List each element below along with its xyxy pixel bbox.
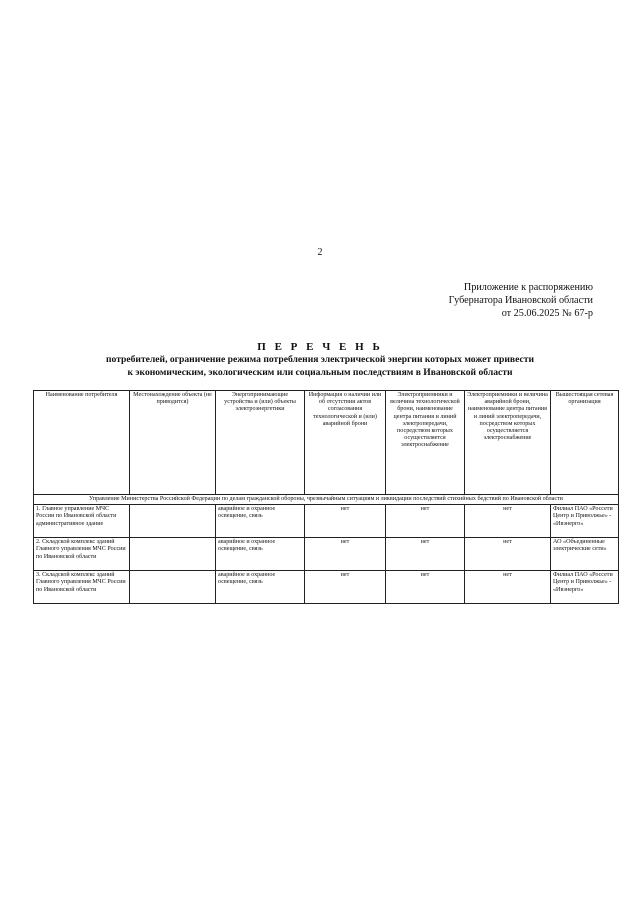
section-title: Управление Министерства Российской Федерации по делам гражданской обороны, чрезвычайным ситуациям и ликвидации последствий стихийных бедствий по Ивановской области bbox=[34, 495, 619, 505]
appendix-line-2: Губернатора Ивановской области bbox=[448, 294, 593, 306]
header-devices: Энергопринимающие устройства и (или) объекты электроэнергетики bbox=[216, 391, 305, 495]
cell-name: 3. Складской комплекс зданий Главного управления МЧС России по Ивановской области bbox=[34, 571, 130, 604]
cell-tech: нет bbox=[386, 571, 465, 604]
consumers-table bbox=[33, 390, 619, 604]
cell-location bbox=[130, 538, 216, 571]
cell-devices: аварийное и охранное освещение, связь bbox=[216, 538, 305, 571]
table-row bbox=[34, 571, 619, 604]
cell-devices: аварийное и охранное освещение, связь bbox=[216, 571, 305, 604]
cell-acts: нет bbox=[305, 571, 386, 604]
cell-location bbox=[130, 505, 216, 538]
section-row bbox=[34, 495, 619, 505]
subtitle-line-1: потребителей, ограничение режима потребления электрической энергии которых может привести bbox=[106, 354, 534, 365]
subtitle-line-2: к экономическим, экологическим или социальным последствиям в Ивановской области bbox=[127, 366, 513, 378]
table-header-row bbox=[34, 391, 619, 495]
header-tech-reserve: Электроприемники и величина технологической брони, наименование центра питания и линий электропередачи, посредством которых осуществляется электроснабжение bbox=[386, 391, 465, 495]
cell-emergency: нет bbox=[465, 571, 551, 604]
appendix-block bbox=[449, 282, 593, 320]
header-consumer-name: Наименование потребителя bbox=[34, 391, 130, 495]
appendix-line-3: от 25.06.2025 № 67-р bbox=[501, 307, 593, 319]
cell-network: АО «Объединенные электрические сети» bbox=[551, 538, 619, 571]
table-row bbox=[34, 538, 619, 571]
document-title: П Е Р Е Ч Е Н Ь bbox=[257, 341, 383, 353]
cell-tech: нет bbox=[386, 538, 465, 571]
cell-acts: нет bbox=[305, 505, 386, 538]
cell-acts: нет bbox=[305, 538, 386, 571]
header-network-org: Вышестоящая сетевая организация bbox=[551, 391, 619, 495]
page-number: 2 bbox=[317, 247, 323, 258]
header-emergency-reserve: Электроприемники и величина аварийной брони, наименование центра питания и линий электропередачи, посредством которых осуществляется электроснабжение bbox=[465, 391, 551, 495]
cell-devices: аварийное и охранное освещение, связь bbox=[216, 505, 305, 538]
cell-emergency: нет bbox=[465, 538, 551, 571]
cell-name: 1. Главное управление МЧС России по Ивановской области административное здание bbox=[34, 505, 130, 538]
table-row bbox=[34, 505, 619, 538]
header-acts: Информация о наличии или об отсутствии актов согласования технологической и (или) аварийной брони bbox=[305, 391, 386, 495]
cell-tech: нет bbox=[386, 505, 465, 538]
cell-emergency: нет bbox=[465, 505, 551, 538]
header-location: Местонахождение объекта (не приводится) bbox=[130, 391, 216, 495]
cell-name: 2. Складской комплекс зданий Главного управления МЧС России по Ивановской области bbox=[34, 538, 130, 571]
cell-network: Филиал ПАО «Россети Центр и Приволжье» - «Ивэнерго» bbox=[551, 571, 619, 604]
appendix-line-1: Приложение к распоряжению bbox=[463, 282, 593, 293]
document-subtitle bbox=[60, 354, 580, 379]
cell-network: Филиал ПАО «Россети Центр и Приволжье» - «Ивэнерго» bbox=[551, 505, 619, 538]
cell-location bbox=[130, 571, 216, 604]
